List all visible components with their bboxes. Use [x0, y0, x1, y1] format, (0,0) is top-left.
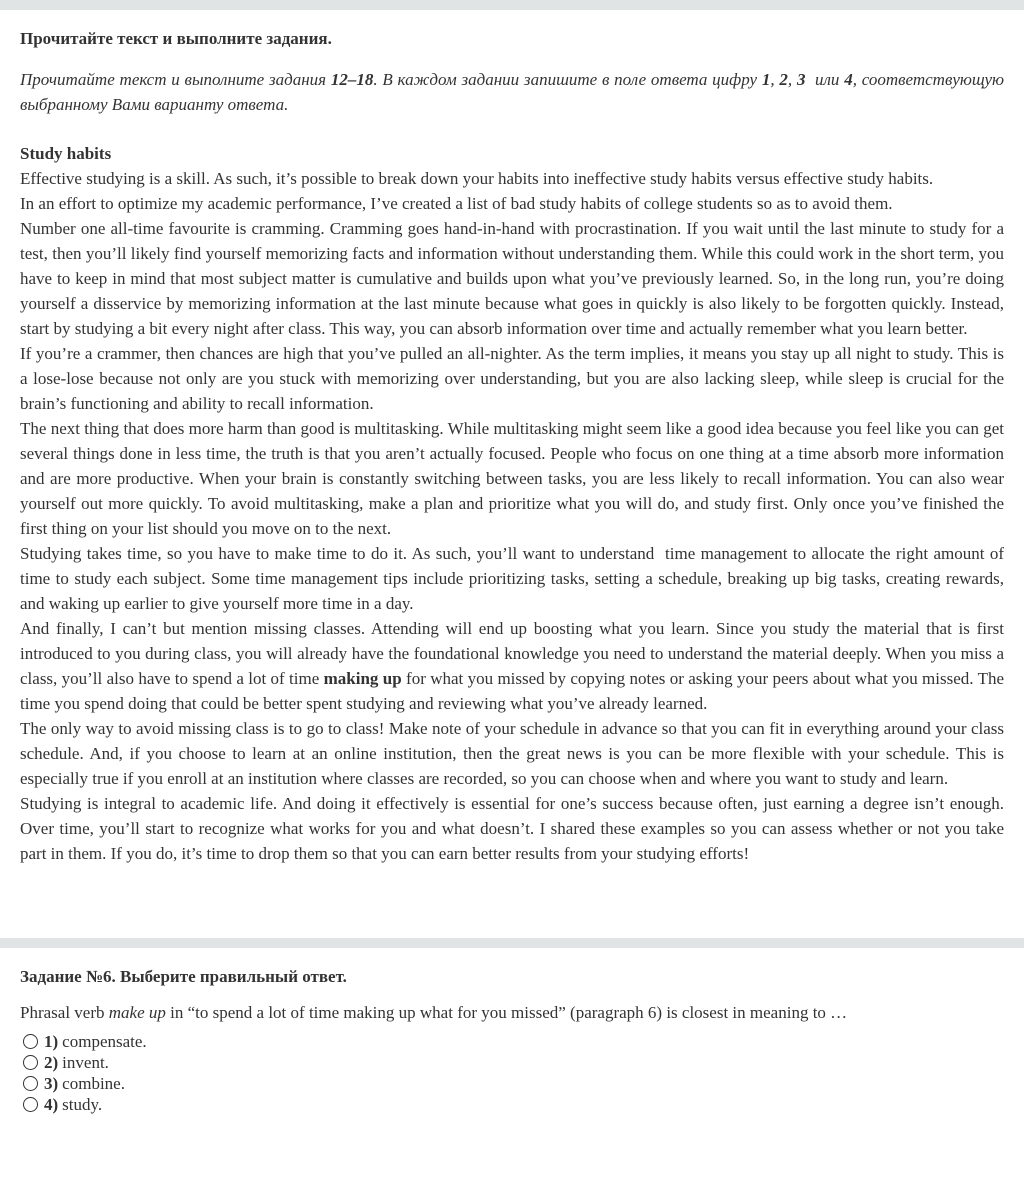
radio-button[interactable]	[23, 1055, 38, 1070]
paragraph-text: And finally, I can’t but mention missing classes. Attending will end up boosting what you learn. Since you study the material that is first introduced to you during class, you will already have the foundational knowledge you need to understand the material deeply. When you miss a class, you’ll also have to spend a lot of time	[20, 619, 1004, 688]
answer-options	[20, 1031, 1004, 1115]
instruction-text: , соответствующую выбранному Вами варианту ответа.	[20, 70, 1005, 114]
article-paragraph: The next thing that does more harm than good is multitasking. While multitasking might seem like a good idea because you feel like you can get several things done in less time, the truth is that you aren’t actually focused. People who focus on one thing at a time absorb more information and are more productive. When your brain is constantly switching between tasks, you are less likely to recall information. You can also wear yourself out more quickly. To avoid multitasking, make a plan and prioritize what you will do, and study first. Only once you’ve finished the first thing on your list should you move on to the next.	[20, 419, 1004, 538]
answer-option-1[interactable]	[20, 1031, 1004, 1052]
digit-4: 4	[844, 70, 853, 89]
separator: ,	[787, 70, 797, 89]
reading-section	[0, 10, 1024, 938]
option-number: 3)	[44, 1073, 59, 1093]
article-paragraph: Studying is integral to academic life. And doing it effectively is essential for one’s success because often, just earning a degree isn’t enough. Over time, you’ll start to recognize what works for you and what doesn’t. I shared these examples so you can assess whether or not you take part in them. If you do, it’s time to drop them so that you can earn better results from your studying efforts!	[20, 794, 1004, 863]
instruction-text: или	[805, 70, 845, 89]
task-section	[0, 948, 1024, 1115]
option-number: 1)	[44, 1031, 59, 1051]
instruction-text: . В каждом задании запишите в поле ответа цифру	[373, 70, 762, 89]
article-paragraph: Effective studying is a skill. As such, it’s possible to break down your habits into ineffective study habits versus effective study habits.	[20, 169, 934, 188]
question-text: in “to spend a lot of time making up what for you missed” (paragraph 6) is closest in meaning to …	[165, 1003, 848, 1022]
option-text: study.	[62, 1094, 103, 1114]
option-text: combine.	[62, 1073, 125, 1093]
task-range: 12–18	[330, 70, 374, 89]
option-text: invent.	[62, 1052, 109, 1072]
answer-option-3[interactable]	[20, 1073, 1004, 1094]
task-question	[20, 1001, 1004, 1025]
middle-separator-band	[0, 938, 1024, 948]
top-separator-band	[0, 0, 1024, 10]
article-paragraph: In an effort to optimize my academic performance, I’ve created a list of bad study habits of college students so as to avoid them.	[20, 194, 893, 213]
digit-2: 2	[779, 70, 788, 89]
option-number: 4)	[44, 1094, 59, 1114]
phrasal-verb: make up	[108, 1003, 166, 1022]
digit-3: 3	[796, 70, 806, 89]
question-text: Phrasal verb	[20, 1003, 109, 1022]
digit-1: 1	[761, 70, 771, 89]
article-paragraph: Studying takes time, so you have to make time to do it. As such, you’ll want to understand time management to allocate the right amount of time to study each subject. Some time management tips include prioritizing tasks, setting a schedule, breaking up big tasks, creating rewards, and waking up earlier to give yourself more time in a day.	[20, 544, 1009, 613]
article-paragraph: Number one all-time favourite is cramming. Cramming goes hand-in-hand with procrastination. If you wait until the last minute to study for a test, then you’ll likely find yourself memorizing facts and information without understanding them. While this could work in the short term, you have to keep in mind that most subject matter is cumulative and builds upon what you’ve previously learned. So, in the long run, you’re doing yourself a disservice by memorizing information at the last minute because what goes in quickly is also likely to be forgotten quickly. Instead, start by studying a bit every night after class. This way, you can absorb information over time and actually remember what you learn better.	[20, 219, 1004, 338]
reading-heading: Прочитайте текст и выполните задания.	[20, 29, 332, 48]
highlighted-phrase: making up	[323, 669, 402, 688]
answer-option-4[interactable]	[20, 1094, 1004, 1115]
paragraph-text: for what you missed by copying notes or asking your peers about what you missed. The time you spend doing that could be better spent studying and reviewing what you’ve already learned.	[20, 669, 1004, 713]
separator: ,	[770, 70, 780, 89]
article-paragraph	[20, 616, 1004, 716]
radio-button[interactable]	[23, 1076, 38, 1091]
instruction-text: Прочитайте текст и выполните задания	[20, 70, 331, 89]
option-text: compensate.	[62, 1031, 147, 1051]
article-title: Study habits	[20, 144, 112, 163]
option-number: 2)	[44, 1052, 59, 1072]
radio-button[interactable]	[23, 1034, 38, 1049]
answer-option-2[interactable]	[20, 1052, 1004, 1073]
radio-button[interactable]	[23, 1097, 38, 1112]
task-heading: Задание №6. Выберите правильный ответ.	[20, 967, 347, 986]
reading-instruction	[20, 67, 1004, 117]
article-paragraph: If you’re a crammer, then chances are high that you’ve pulled an all-nighter. As the term implies, it means you stay up all night to study. This is a lose-lose because not only are you stuck with memorizing over understanding, but you are also lacking sleep, while sleep is crucial for the brain’s functioning and ability to recall information.	[20, 344, 1004, 413]
article-paragraph: The only way to avoid missing class is to go to class! Make note of your schedule in advance so that you can fit in everything around your class schedule. And, if you choose to learn at an online institution, then the great news is you can be more flexible with your schedule. This is especially true if you enroll at an institution where classes are recorded, so you can choose when and where you want to study and learn.	[20, 719, 1004, 788]
